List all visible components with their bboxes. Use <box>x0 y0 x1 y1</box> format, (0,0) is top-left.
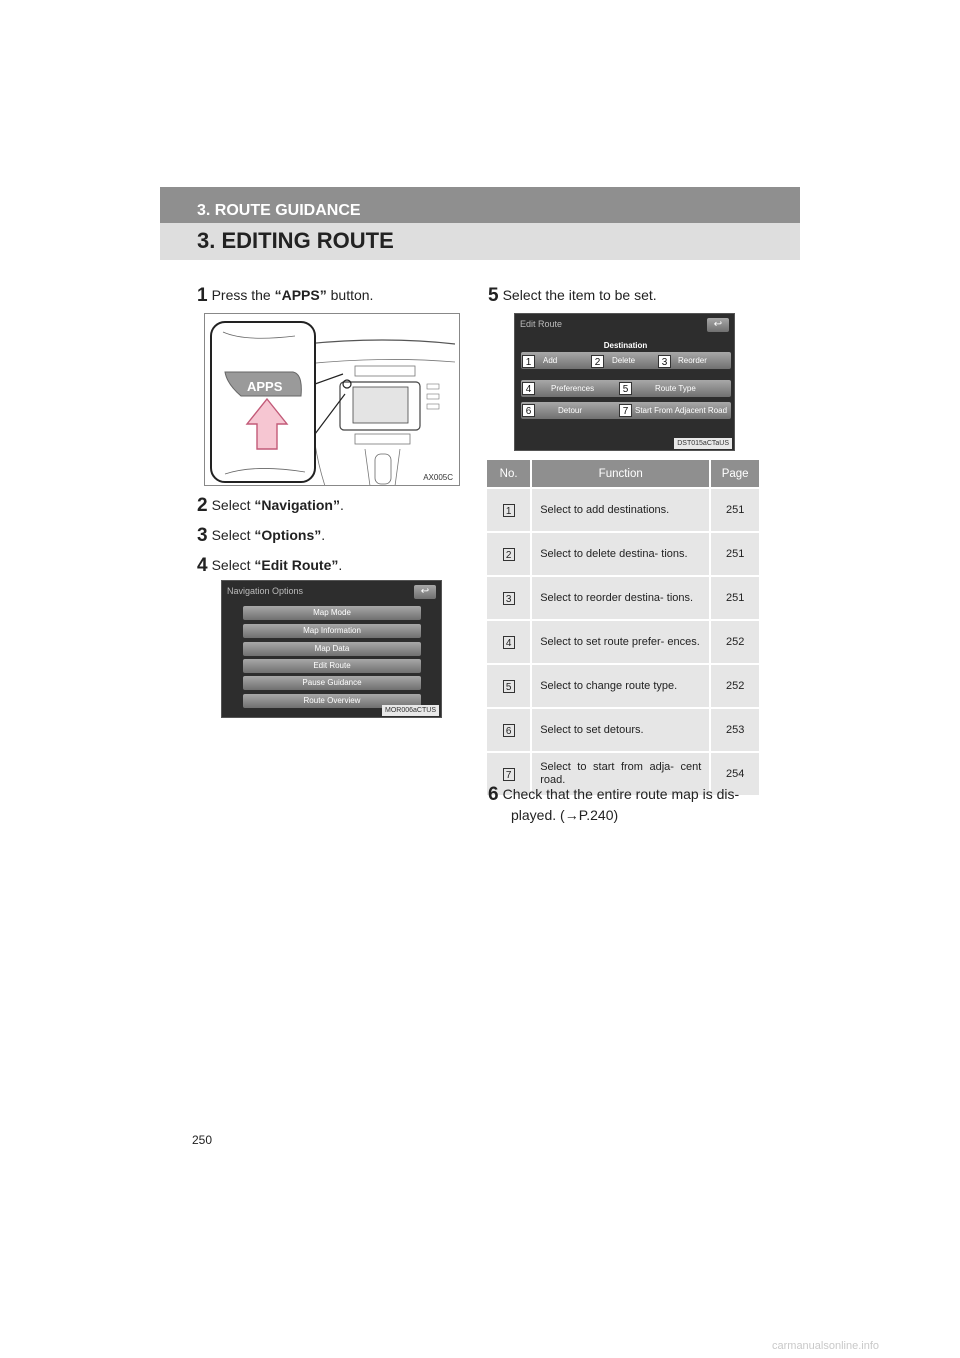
map-data-button[interactable]: Map Data <box>243 642 421 656</box>
row-page: 251 <box>710 532 759 576</box>
row-number: 4 <box>503 636 515 649</box>
row-number: 5 <box>503 680 515 693</box>
callout-3: 3 <box>658 355 671 368</box>
header-no: No. <box>487 460 531 488</box>
apps-button-label: APPS <box>247 379 283 394</box>
callout-6: 6 <box>522 404 535 417</box>
section-header: 3. ROUTE GUIDANCE <box>160 187 800 223</box>
map-information-button[interactable]: Map Information <box>243 624 421 638</box>
preferences-button[interactable]: Preferences <box>551 384 595 393</box>
figure-code: DST015aCTaUS <box>674 438 732 449</box>
route-overview-button[interactable]: Route Overview <box>243 694 421 708</box>
step-2: 2 Select “Navigation”. <box>197 495 344 516</box>
step-3: 3 Select “Options”. <box>197 525 326 546</box>
figure-edit-route <box>514 313 735 451</box>
step-1: 1 Press the “APPS” button. <box>197 285 374 306</box>
back-arrow-icon: ↩ <box>420 586 430 597</box>
page-title: 3. EDITING ROUTE <box>160 223 800 260</box>
row-page: 251 <box>710 576 759 620</box>
figure-navigation-options <box>221 580 442 718</box>
page-number: 250 <box>192 1133 213 1147</box>
table-row <box>487 488 759 532</box>
table-row <box>487 576 759 620</box>
row-number: 2 <box>503 548 515 561</box>
header-function: Function <box>531 460 710 488</box>
row-page: 253 <box>710 708 759 752</box>
row-function: Select to delete destina- tions. <box>531 532 710 576</box>
back-arrow-icon: ↩ <box>713 319 723 330</box>
delete-button[interactable]: Delete <box>612 356 636 365</box>
screen-title: Navigation Options <box>227 586 304 596</box>
row-function: Select to reorder destina- tions. <box>531 576 710 620</box>
step-4: 4 Select “Edit Route”. <box>197 555 343 576</box>
table-row <box>487 708 759 752</box>
dashboard-illustration <box>205 314 460 486</box>
step-6-continued: played. (→P.240) <box>511 807 619 823</box>
table-row <box>487 664 759 708</box>
callout-4: 4 <box>522 382 535 395</box>
row-function: Select to set route prefer- ences. <box>531 620 710 664</box>
function-table <box>487 460 759 795</box>
step-number: 1 <box>197 285 208 306</box>
edit-route-button[interactable]: Edit Route <box>243 659 421 673</box>
table-row <box>487 620 759 664</box>
row-number: 7 <box>503 768 515 781</box>
row-function: Select to start from adja- cent road. <box>531 752 710 795</box>
callout-7: 7 <box>619 404 632 417</box>
row-page: 254 <box>710 752 759 795</box>
detour-button[interactable]: Detour <box>558 406 583 415</box>
watermark: carmanualsonline.info <box>772 1340 880 1352</box>
figure-code: MOR006aCTUS <box>382 705 439 716</box>
table-row <box>487 532 759 576</box>
callout-5: 5 <box>619 382 632 395</box>
screen-title: Edit Route <box>520 319 563 329</box>
row-number: 6 <box>503 724 515 737</box>
callout-2: 2 <box>591 355 604 368</box>
pause-guidance-button[interactable]: Pause Guidance <box>243 676 421 690</box>
add-button[interactable]: Add <box>543 356 558 365</box>
row-page: 252 <box>710 620 759 664</box>
row-function: Select to set detours. <box>531 708 710 752</box>
step-6: 6 Check that the entire route map is dis- <box>488 784 740 805</box>
step-5: 5 Select the item to be set. <box>488 285 657 306</box>
route-type-button[interactable]: Route Type <box>655 384 696 393</box>
reorder-button[interactable]: Reorder <box>678 356 707 365</box>
row-function: Select to add destinations. <box>531 488 710 532</box>
figure-apps-dashboard <box>204 313 460 486</box>
start-from-adjacent-road-button[interactable]: Start From Adjacent Road <box>635 406 728 415</box>
row-page: 251 <box>710 488 759 532</box>
row-number: 3 <box>503 592 515 605</box>
row-number: 1 <box>503 504 515 517</box>
header-page: Page <box>710 460 759 488</box>
map-mode-button[interactable]: Map Mode <box>243 606 421 620</box>
row-function: Select to change route type. <box>531 664 710 708</box>
back-button[interactable] <box>414 585 436 599</box>
figure-code: AX005C <box>423 473 453 482</box>
callout-1: 1 <box>522 355 535 368</box>
row-page: 252 <box>710 664 759 708</box>
destination-label: Destination <box>603 341 648 350</box>
back-button[interactable] <box>707 318 729 332</box>
